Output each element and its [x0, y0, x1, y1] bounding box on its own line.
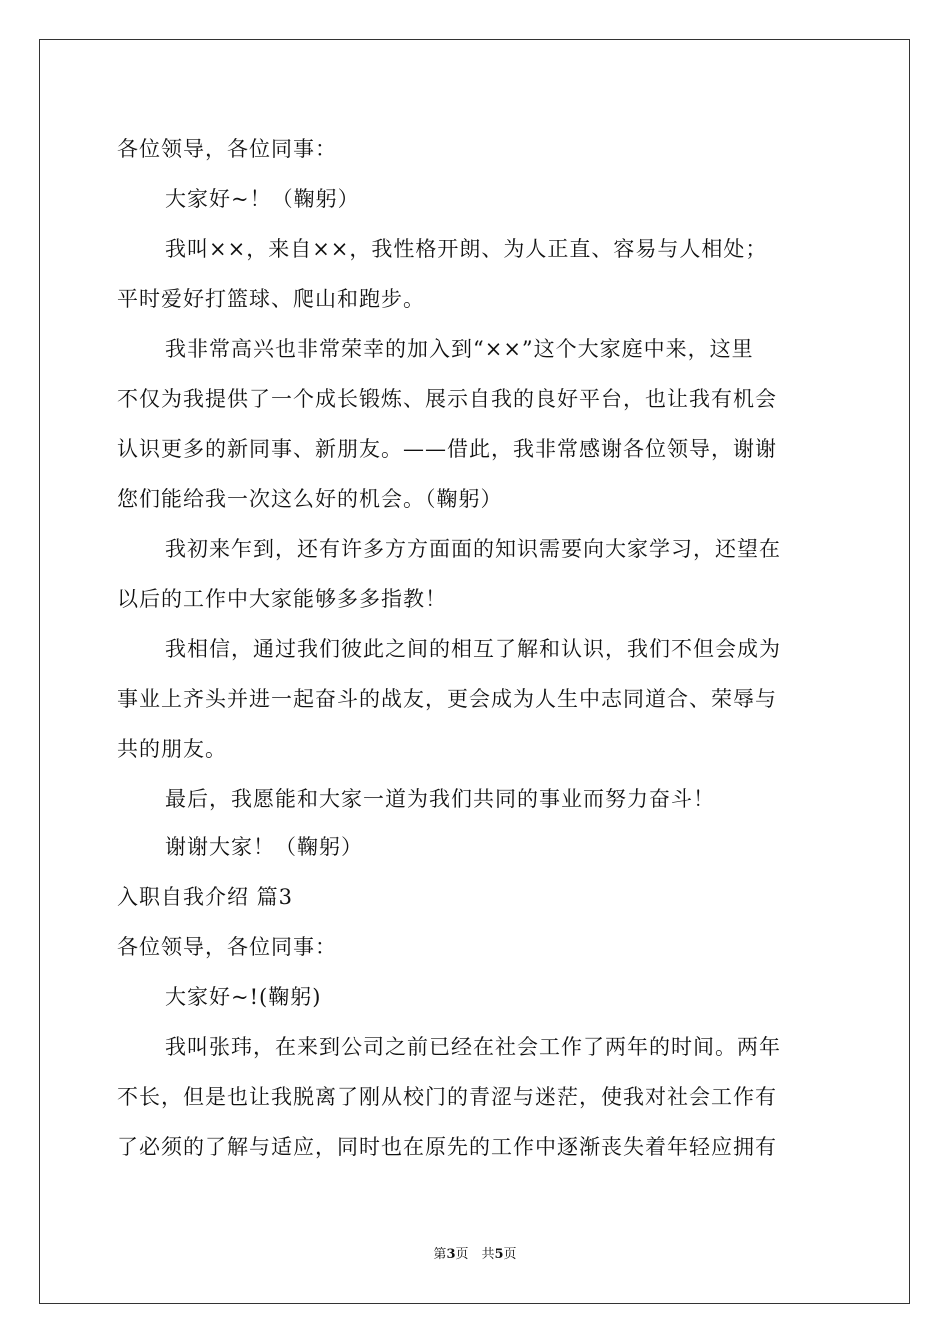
text-line: 不仅为我提供了一个成长锻炼、展示自我的良好平台，也让我有机会	[117, 387, 777, 411]
text-line: 我相信，通过我们彼此之间的相互了解和认识，我们不但会成为	[165, 637, 781, 661]
page-frame	[39, 39, 910, 1304]
footer-page-middle: 页 共	[455, 1247, 495, 1262]
greeting-line: 大家好~!(鞠躬)	[165, 985, 322, 1009]
thanks-line: 谢谢大家！（鞠躬）	[165, 835, 363, 859]
text-line: 了必须的了解与适应，同时也在原先的工作中逐渐丧失着年轻应拥有	[117, 1135, 777, 1159]
salutation-line: 各位领导，各位同事：	[117, 935, 337, 959]
text-line: 以后的工作中大家能够多多指教！	[117, 587, 447, 611]
text-line: 事业上齐头并进一起奋斗的战友，更会成为人生中志同道合、荣辱与	[117, 687, 777, 711]
footer-page-suffix: 页	[503, 1247, 517, 1262]
page-footer	[0, 1246, 950, 1264]
text-line: 认识更多的新同事、新朋友。——借此，我非常感谢各位领导，谢谢	[117, 437, 777, 461]
text-line: 不长，但是也让我脱离了刚从校门的青涩与迷茫，使我对社会工作有	[117, 1085, 777, 1109]
greeting-line: 大家好~！（鞠躬）	[165, 187, 360, 211]
text-line: 我叫××，来自××，我性格开朗、为人正直、容易与人相处；	[165, 237, 768, 261]
footer-page-current: 3	[446, 1247, 456, 1262]
salutation-line: 各位领导，各位同事：	[117, 137, 337, 161]
text-line: 我叫张玮，在来到公司之前已经在社会工作了两年的时间。两年	[165, 1035, 781, 1059]
text-line: 您们能给我一次这么好的机会。（鞠躬）	[117, 487, 503, 511]
section-heading: 入职自我介绍 篇3	[117, 885, 294, 909]
footer-page-prefix: 第	[433, 1247, 447, 1262]
footer-page-total: 5	[494, 1247, 504, 1262]
text-line: 我非常高兴也非常荣幸的加入到“××”这个大家庭中来，这里	[165, 337, 754, 361]
text-line: 共的朋友。	[117, 737, 227, 761]
text-line: 最后，我愿能和大家一道为我们共同的事业而努力奋斗！	[165, 787, 715, 811]
text-line: 平时爱好打篮球、爬山和跑步。	[117, 287, 425, 311]
text-line: 我初来乍到，还有许多方方面面的知识需要向大家学习，还望在	[165, 537, 781, 561]
